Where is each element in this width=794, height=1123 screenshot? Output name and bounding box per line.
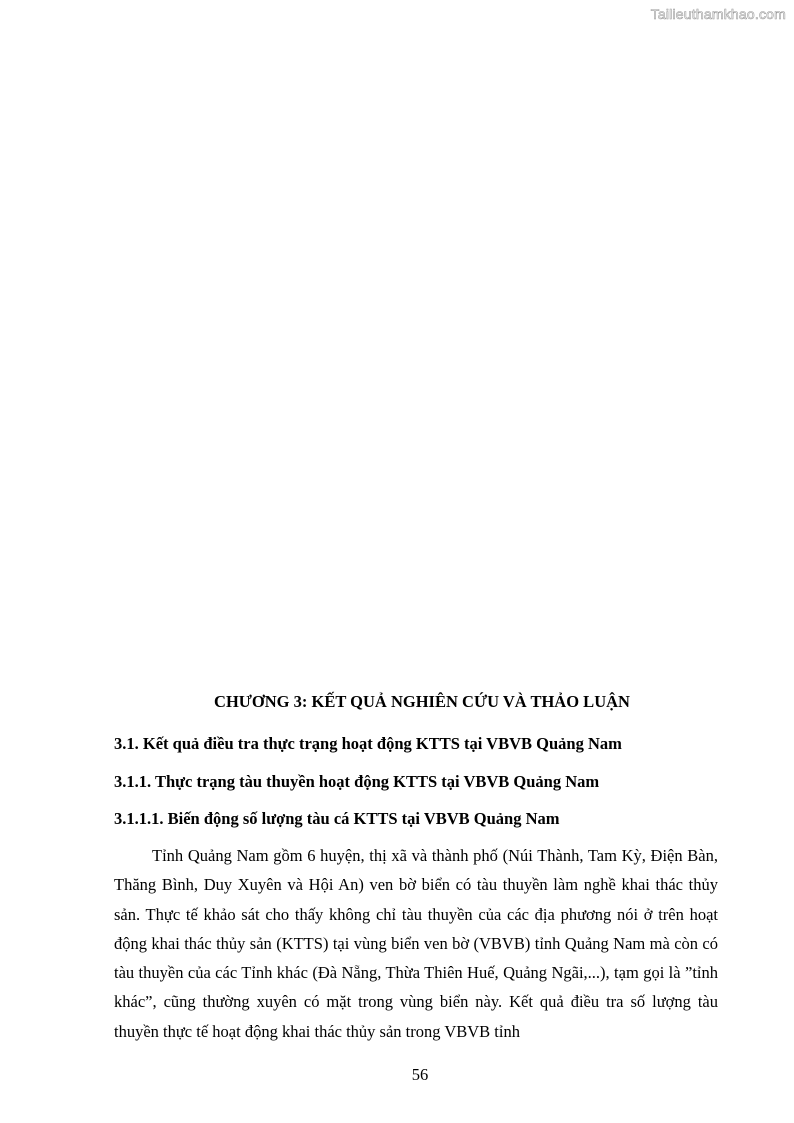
document-body <box>114 688 718 1046</box>
body-paragraph: Tỉnh Quảng Nam gồm 6 huyện, thị xã và thành phố (Núi Thành, Tam Kỳ, Điện Bàn, Thăng Bình, Duy Xuyên và Hội An) ven bờ biển có tàu thuyền làm nghề khai thác thủy sản. Thực tế khảo sát cho thấy không chỉ tàu thuyền của các địa phương nói ở trên hoạt động khai thác thủy sản (KTTS) tại vùng biển ven bờ (VBVB) tỉnh Quảng Nam mà còn có tàu thuyền của các Tỉnh khác (Đà Nẵng, Thừa Thiên Huế, Quảng Ngãi,...), tạm gọi là ”tỉnh khác”, cũng thường xuyên có mặt trong vùng biển này. Kết quả điều tra số lượng tàu thuyền thực tế hoạt động khai thác thủy sản trong VBVB tỉnh <box>114 846 718 1041</box>
chapter-title: CHƯƠNG 3: KẾT QUẢ NGHIÊN CỨU VÀ THẢO LUẬN <box>214 692 630 711</box>
page-number: 56 <box>411 1065 429 1084</box>
watermark: Tailieuthamkhao.com <box>650 6 786 22</box>
subsubsection-heading: 3.1.1.1. Biến động số lượng tàu cá KTTS tại VBVB Quảng Nam <box>114 809 560 828</box>
section-heading: 3.1. Kết quả điều tra thực trạng hoạt động KTTS tại VBVB Quảng Nam <box>114 734 622 753</box>
subsection-heading: 3.1.1. Thực trạng tàu thuyền hoạt động KTTS tại VBVB Quảng Nam <box>114 772 600 791</box>
